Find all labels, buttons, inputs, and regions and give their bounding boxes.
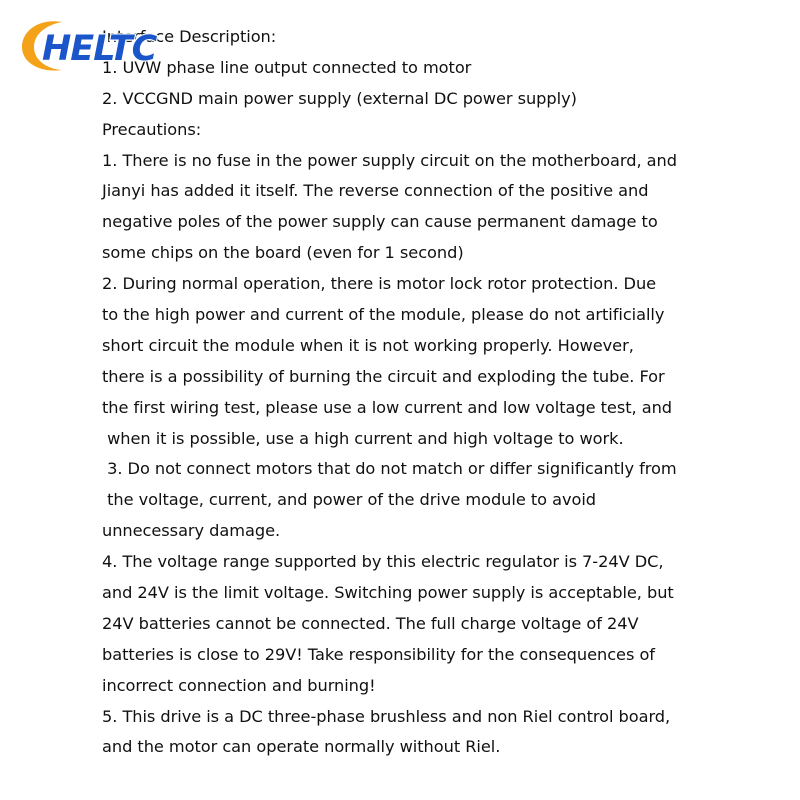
text-line: Interface Description: [102,27,277,46]
document-body [102,22,752,763]
text-line: 1. There is no fuse in the power supply circuit on the motherboard, and [102,150,677,170]
text-line: and the motor can operate normally without Riel. [102,737,501,757]
text-line: the voltage, current, and power of the drive module to avoid [102,490,596,510]
text-line: Jianyi has added it itself. The reverse connection of the positive and [102,181,649,201]
text-line: incorrect connection and burning! [102,675,376,695]
text-line: there is a possibility of burning the circuit and exploding the tube. For [102,366,665,386]
text-line: 5. This drive is a DC three-phase brushless and non Riel control board, [102,706,671,726]
text-line: 1. UVW phase line output connected to motor [102,57,472,77]
text-line: 24V batteries cannot be connected. The full charge voltage of 24V [102,613,639,633]
text-line: 3. Do not connect motors that do not match or differ significantly from [102,459,677,479]
text-line: some chips on the board (even for 1 second) [102,243,464,263]
text-line: the first wiring test, please use a low current and low voltage test, and [102,397,673,417]
text-line: unnecessary damage. [102,521,281,541]
heltc-logo [18,16,188,76]
text-line: 2. VCCGND main power supply (external DC power supply) [102,88,577,108]
text-line: when it is possible, use a high current and high voltage to work. [102,428,624,448]
text-line: 4. The voltage range supported by this electric regulator is 7-24V DC, [102,552,664,572]
text-line: and 24V is the limit voltage. Switching power supply is acceptable, but [102,583,674,603]
text-line: short circuit the module when it is not working properly. However, [102,335,634,355]
text-line: negative poles of the power supply can cause permanent damage to [102,212,658,232]
text-line: batteries is close to 29V! Take responsibility for the consequences of [102,644,655,664]
text-line: 2. During normal operation, there is motor lock rotor protection. Due [102,274,657,294]
text-line: Precautions: [102,119,202,139]
logo-text: HELTC [42,29,157,69]
text-line: to the high power and current of the module, please do not artificially [102,305,665,325]
